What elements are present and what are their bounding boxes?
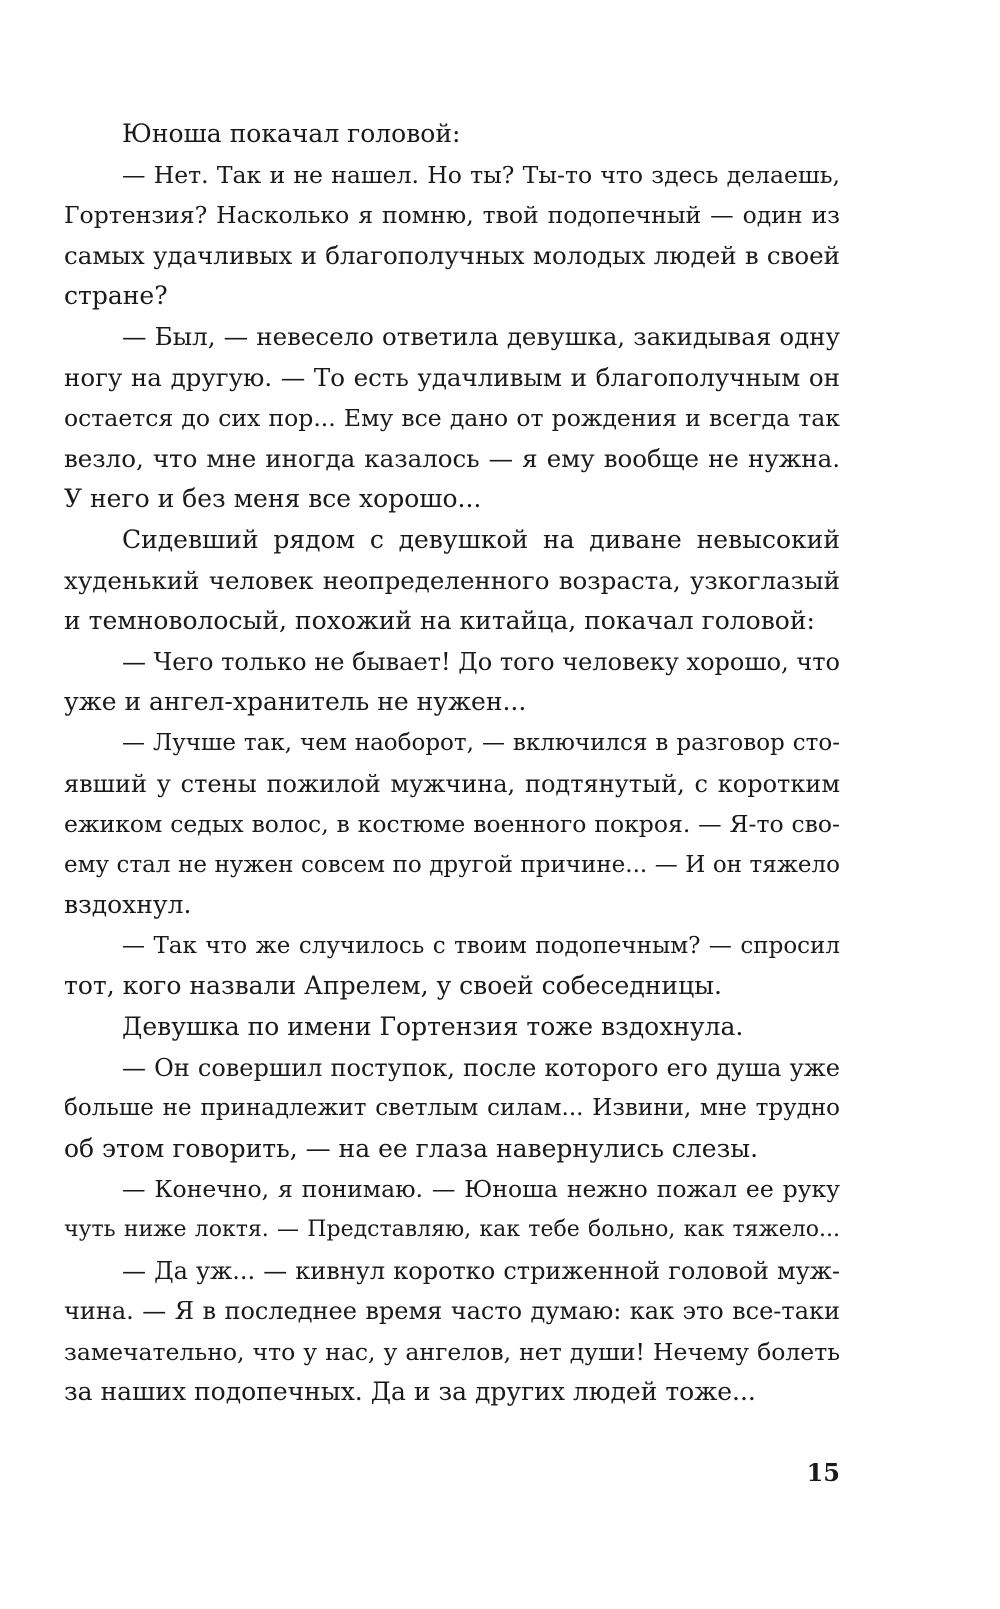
text-line: — Да уж... — кивнул коротко стриженной головой муж- [122,1256,840,1285]
text-line: замечательно, что у нас, у ангелов, нет души! Нечему болеть [64,1337,840,1366]
text-line: — Конечно, я понимаю. — Юноша нежно пожал ее руку [122,1175,840,1204]
text-line: тот, кого назвали Апрелем, у своей собеседницы. [64,971,722,1001]
text-line: — Лучше так, чем наоборот, — включился в разговор сто- [122,729,840,756]
text-line: — Был, — невесело ответила девушка, закидывая одну [122,321,840,351]
text-line: худенький человек неопределенного возраста, узкоглазый [64,565,840,595]
text-line: стране? [64,281,168,311]
text-line: ежиком седых волос, в костюме военного покроя. — Я-то сво- [64,810,840,839]
text-line: больше не принадлежит светлым силам... Извини, мне трудно [64,1095,840,1122]
text-line: — Чего только не бывает! До того человеку хорошо, что [122,647,840,676]
text-line: ему стал не нужен совсем по другой причине... — И он тяжело [64,851,840,878]
body-text [64,114,840,1413]
text-line: и темноволосый, похожий на китайца, покачал головой: [64,606,815,636]
text-line: самых удачливых и благополучных молодых людей в своей [64,240,840,270]
text-line: везло, что мне иногда казалось — я ему вообще не нужна. [64,443,840,473]
text-line: — Он совершил поступок, после которого его душа уже [122,1053,840,1082]
text-line: остается до сих пор... Ему все дано от рождения и всегда так [64,404,840,433]
text-line: чуть ниже локтя. — Представляю, как тебе больно, как тяжело... [64,1217,840,1243]
text-line: за наших подопечных. Да и за других людей тоже... [64,1377,756,1407]
text-line: У него и без меня все хорошо... [64,484,482,514]
text-line: — Нет. Так и не нашел. Но ты? Ты-то что здесь делаешь, [122,160,840,189]
text-line: Юноша покачал головой: [122,119,461,148]
text-line: Сидевший рядом с девушкой на диване невысокий [122,524,840,554]
text-line: Гортензия? Насколько я помню, твой подопечный — один из [64,201,840,230]
text-line: об этом говорить, — на ее глаза навернулись слезы. [64,1133,759,1163]
text-line: — Так что же случилось с твоим подопечным? — спросил [122,932,840,959]
text-line: вздохнул. [64,890,192,920]
page-number: 15 [806,1458,840,1487]
text-line: явший у стены пожилой мужчина, подтянутый, с коротким [64,769,840,798]
text-line: Девушка по имени Гортензия тоже вздохнула. [122,1012,744,1042]
text-line: ногу на другую. — То есть удачливым и благополучным он [64,362,840,392]
text-line: уже и ангел-хранитель не нужен... [64,687,527,717]
text-line: чина. — Я в последнее время часто думаю: как это все-таки [64,1297,840,1326]
